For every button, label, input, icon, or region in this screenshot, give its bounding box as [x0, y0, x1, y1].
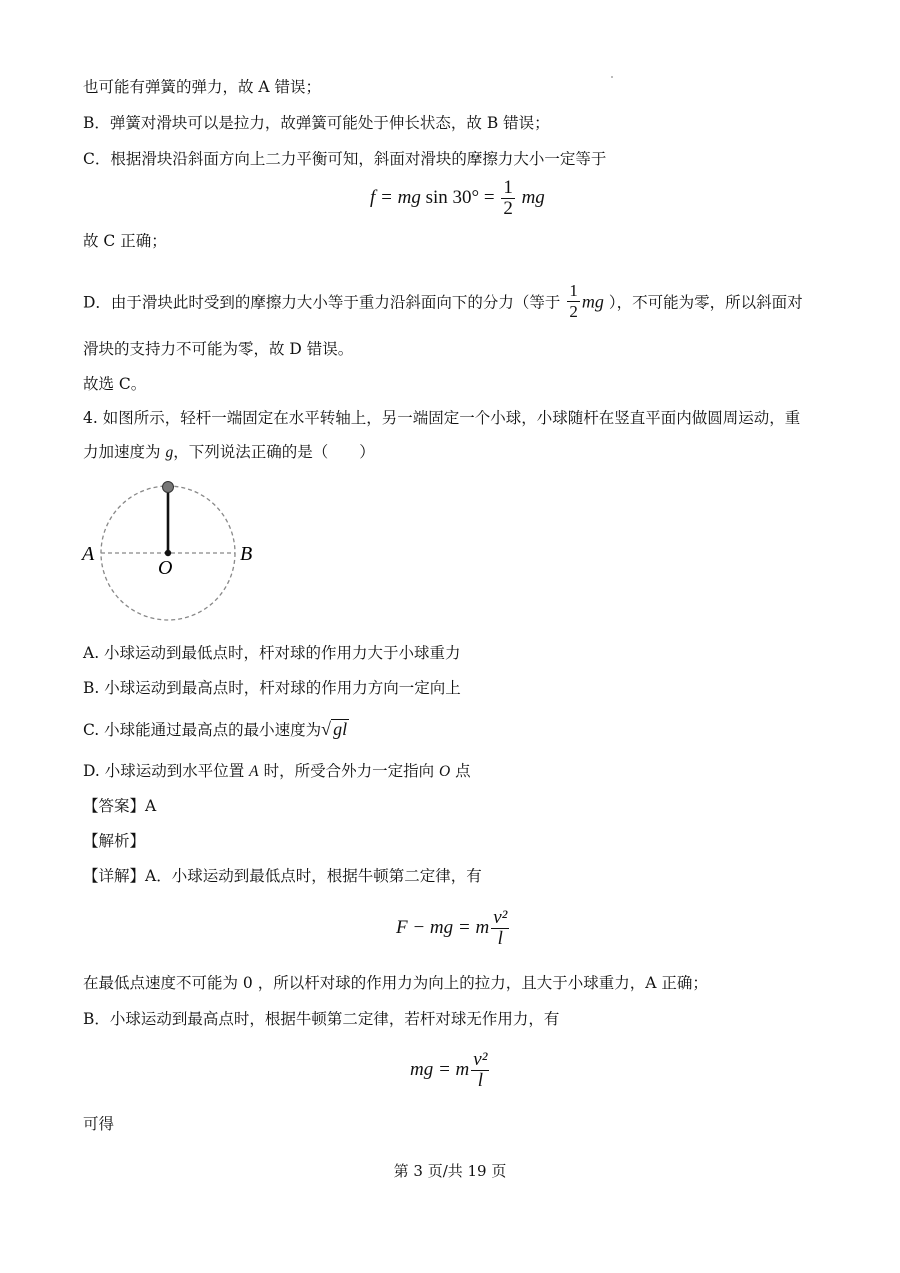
eq-sin: sin 30° =	[425, 186, 495, 208]
label-o: O	[158, 557, 173, 579]
equation-lowest	[396, 908, 511, 949]
option-c	[83, 718, 349, 741]
eq-num: v²	[493, 907, 508, 928]
text-segment: D．由于滑块此时受到的摩擦力大小等于重力沿斜面向下的分力（等于	[83, 293, 561, 312]
eq-den: l	[477, 1070, 483, 1091]
text-segment: C. 小球能通过最高点的最小速度为	[83, 721, 322, 739]
eq-fraction	[491, 908, 509, 949]
text-segment: 力加速度为	[83, 443, 161, 461]
radicand: gl	[333, 719, 348, 739]
text-segment: 点	[455, 762, 471, 780]
eq-num: 1	[503, 177, 513, 198]
text-segment: ，下列说法正确的是（ ）	[173, 443, 375, 461]
ball	[163, 482, 174, 493]
eq-num: v²	[473, 1049, 488, 1070]
eq-den: 2	[569, 302, 578, 321]
question-stem-2	[83, 441, 375, 464]
question-stem: 4. 如图所示，轻杆一端固定在水平转轴上，另一端固定一个小球，小球随杆在竖直平面内做圆周运动，重	[83, 409, 801, 427]
circular-motion-figure	[78, 478, 268, 626]
eq-num: 1	[569, 281, 578, 300]
eq-fraction	[471, 1050, 489, 1091]
text-line: 滑块的支持力不可能为零，故 D 错误。	[83, 340, 354, 358]
eq-fraction-d	[567, 281, 580, 322]
label-a: A	[82, 543, 95, 565]
symbol-g: g	[165, 444, 174, 461]
symbol-o: O	[439, 763, 451, 780]
answer-line: 【答案】A	[83, 797, 157, 815]
label-b: B	[240, 543, 253, 565]
equation-highest	[410, 1050, 491, 1091]
text-line-d	[83, 283, 803, 324]
sqrt-expression: √ gl	[321, 719, 348, 739]
symbol-a: A	[249, 763, 259, 780]
text-segment: 时，所受合外力一定指向	[263, 762, 435, 780]
eq-den: 2	[503, 198, 513, 219]
eq-lhs: F − mg = m	[396, 916, 490, 938]
text-line: 可得	[83, 1115, 115, 1133]
scan-speck	[611, 76, 613, 78]
text-line: 故选 C。	[83, 375, 147, 393]
eq-lhs: mg = m	[410, 1058, 470, 1080]
text-line: B．弹簧对滑块可以是拉力，故弹簧可能处于伸长状态，故 B 错误；	[83, 114, 550, 132]
page-footer: 第 3 页/共 19 页	[393, 1162, 507, 1180]
text-line: 故 C 正确；	[83, 232, 167, 250]
equation-friction	[370, 178, 545, 219]
text-line: C．根据滑块沿斜面方向上二力平衡可知，斜面对滑块的摩擦力大小一定等于	[83, 150, 607, 168]
eq-tail: mg	[581, 291, 604, 312]
text-line: 在最低点速度不可能为 0 ，所以杆对球的作用力为向上的拉力，且大于小球重力，A 正确；	[83, 974, 708, 992]
option-a: A. 小球运动到最低点时，杆对球的作用力大于小球重力	[83, 644, 461, 662]
text-line: 也可能有弹簧的弹力，故 A 错误；	[83, 78, 322, 96]
pivot-point	[165, 550, 171, 556]
option-b: B. 小球运动到最高点时，杆对球的作用力方向一定向上	[83, 679, 461, 697]
option-d	[83, 760, 471, 783]
analysis-heading: 【解析】	[83, 832, 146, 850]
eq-tail: mg	[521, 186, 545, 208]
text-segment: ），不可能为零，所以斜面对	[608, 293, 803, 312]
eq-lhs: f = mg	[370, 186, 421, 208]
text-segment: D. 小球运动到水平位置	[83, 762, 245, 780]
eq-den: l	[497, 928, 503, 949]
detail-line: 【详解】A．小球运动到最低点时，根据牛顿第二定律，有	[83, 867, 482, 885]
eq-fraction	[501, 178, 515, 219]
text-line: B．小球运动到最高点时，根据牛顿第二定律，若杆对球无作用力，有	[83, 1010, 560, 1028]
